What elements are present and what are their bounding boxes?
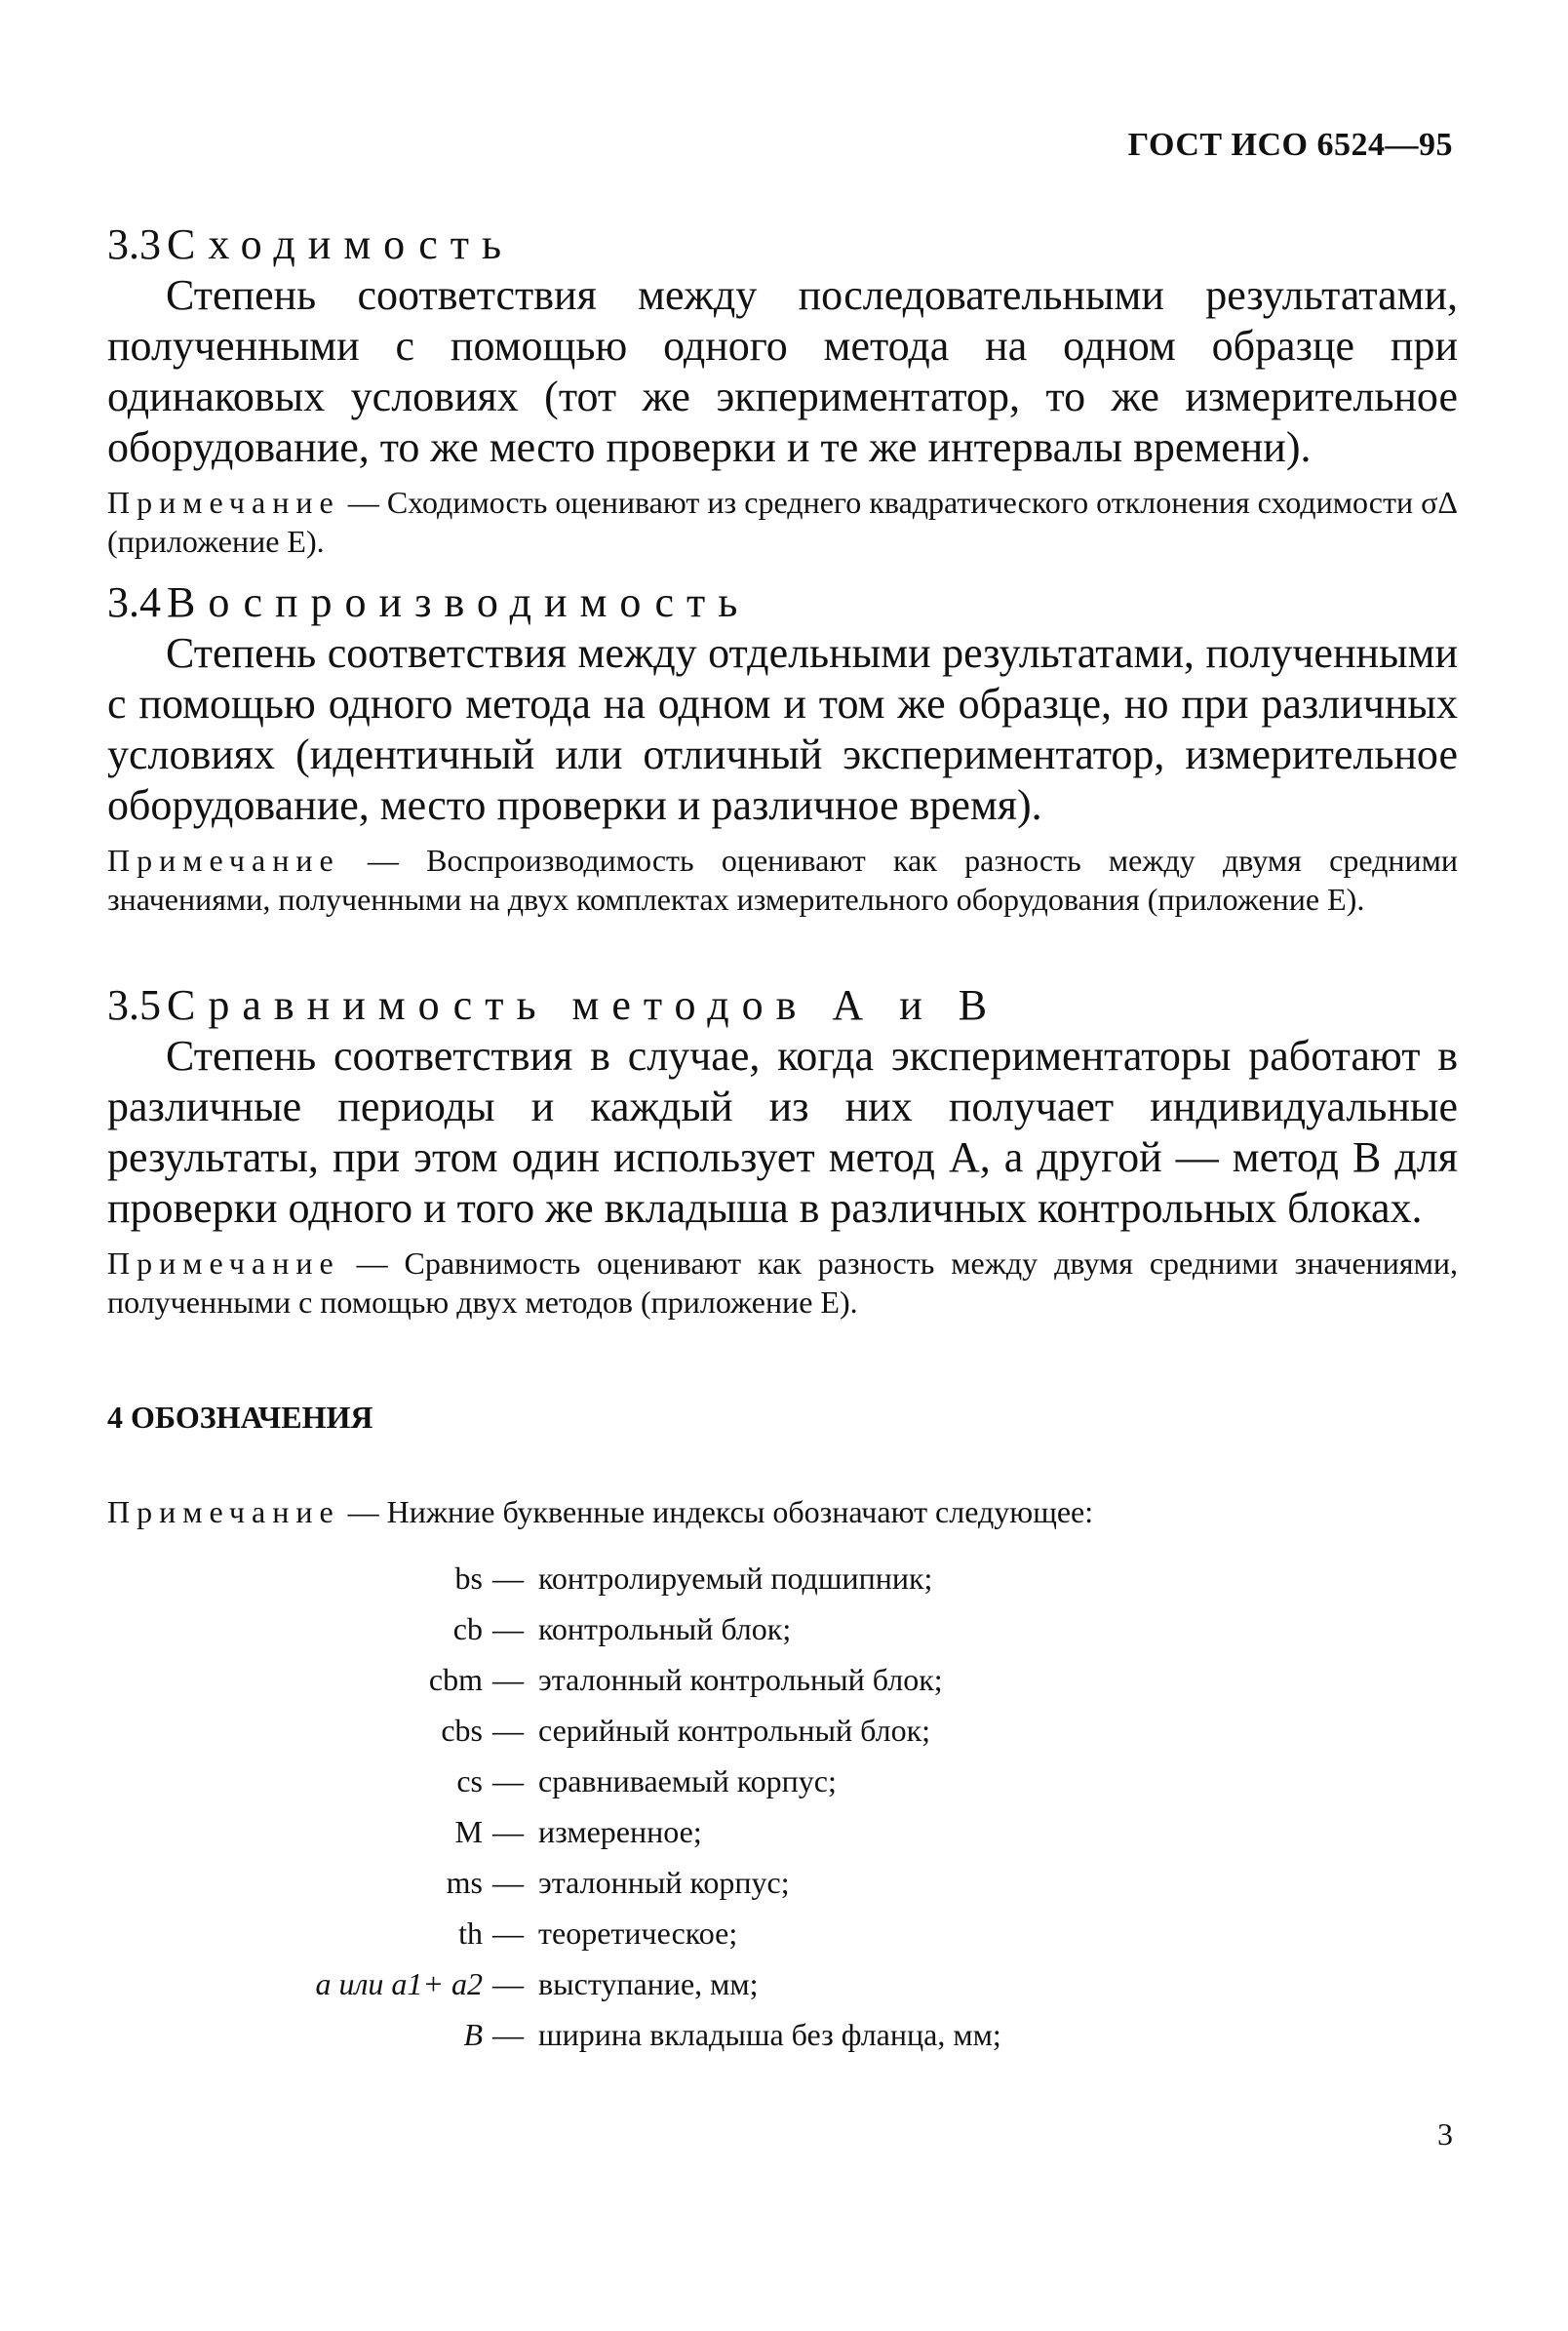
symbol-dash: — [492,1561,524,1596]
section-3-4 [107,577,1458,919]
section-number: 3.5 [107,981,161,1029]
symbol: cs [456,1763,483,1798]
symbol-description: серийный контрольный блок; [538,1713,930,1748]
note-label: Примечание [107,1245,340,1281]
note-text: — Сравнимость оценивают как разность между двумя средними значениями, полученными с помощью двух методов (приложение Е). [107,1245,1459,1320]
symbol-dash: — [492,2017,524,2052]
note-label: Примечание [107,1494,340,1529]
section-definition: Степень соответствия между последовательными результатами, полученными с помощью одного метода на одном образце при одинаковых условиях (тот же экпериментатор, то же измерительное оборудование, то же место проверки и те же интервалы времени). [107,271,1458,471]
section-3-5 [107,980,1458,1322]
section-3-3 [107,219,1458,561]
symbol-row [107,1814,1458,1865]
symbol-description: ширина вкладыша без фланца, мм; [538,2017,1001,2052]
symbol-row [107,1662,1458,1713]
section-title: Сравнимость методов А и В [167,981,1000,1029]
note-text: — Воспроизводимость оценивают как разность между двумя средними значениями, полученными на двух комплектах измерительного оборудования (приложение Е). [107,843,1459,917]
symbol-description: измеренное; [538,1814,702,1849]
symbol-row [107,1865,1458,1916]
symbol-dash: — [492,1814,524,1849]
section-title: Воспроизводимость [167,578,751,626]
symbol-description: теоретическое; [538,1916,738,1951]
section-heading [107,577,1458,628]
section-number: 3.4 [107,578,161,626]
symbol: cbs [441,1713,483,1748]
section-4 [107,1400,1458,1530]
note-text: — Сходимость оценивают из среднего квадратического отклонения сходимости σΔ (приложение Е). [107,485,1459,559]
symbol-row [107,1713,1458,1763]
symbol-row [107,2017,1458,2068]
symbol-dash: — [492,1865,524,1900]
symbol-row [107,1561,1458,1611]
note-label: Примечание [107,843,340,878]
section-heading [107,980,1458,1031]
symbol-description: выступание, мм; [538,1966,759,2001]
symbol-description: эталонный контрольный блок; [538,1662,943,1697]
section-4-heading: 4 ОБОЗНАЧЕНИЯ [107,1400,373,1435]
symbol-description: эталонный корпус; [538,1865,790,1900]
symbol-dash: — [492,1966,524,2001]
symbol: a или a1+ a2 [315,1966,483,2001]
symbol-row [107,1763,1458,1814]
symbol-description: сравниваемый корпус; [538,1763,837,1798]
symbol-dash: — [492,1763,524,1798]
symbol: ms [446,1865,483,1900]
symbol: cbm [428,1662,483,1697]
symbol-row [107,1966,1458,2017]
section-note [107,483,1458,561]
symbol: cb [452,1611,483,1646]
symbol-dash: — [492,1713,524,1748]
symbol: B [463,2017,483,2052]
section-note [107,841,1458,919]
symbol-row [107,1916,1458,1966]
page-number: 3 [1437,2116,1453,2152]
section-title: Сходимость [167,220,515,268]
note-text: — Нижние буквенные индексы обозначают следующее: [347,1494,1094,1529]
symbol: th [458,1916,483,1951]
symbol-dash: — [492,1916,524,1951]
symbol: M [454,1814,483,1849]
symbol-dash: — [492,1662,524,1697]
section-note [107,1244,1458,1322]
symbol-description: контролируемый подшипник; [538,1561,933,1596]
section-definition: Степень соответствия между отдельными результатами, полученными с помощью одного метода на одном и том же образце, но при различных условиях (идентичный или отличный экспериментатор, измерительное оборудование, место проверки и различное время). [107,629,1458,829]
symbol-row [107,1611,1458,1662]
section-4-note [107,1494,1458,1530]
symbol-description: контрольный блок; [538,1611,792,1646]
section-number: 3.3 [107,220,161,268]
document-code-header: ГОСТ ИСО 6524—95 [1127,127,1453,163]
note-label: Примечание [107,485,340,520]
symbol-dash: — [492,1611,524,1646]
section-definition: Степень соответствия в случае, когда экспериментаторы работают в различные периоды и каждый из них получает индивидуальные результаты, при этом один использует метод А, а другой — метод В для проверки одного и того же вкладыша в различных контрольных блоках. [107,1032,1458,1232]
symbol: bs [454,1561,483,1596]
section-heading [107,219,1458,270]
